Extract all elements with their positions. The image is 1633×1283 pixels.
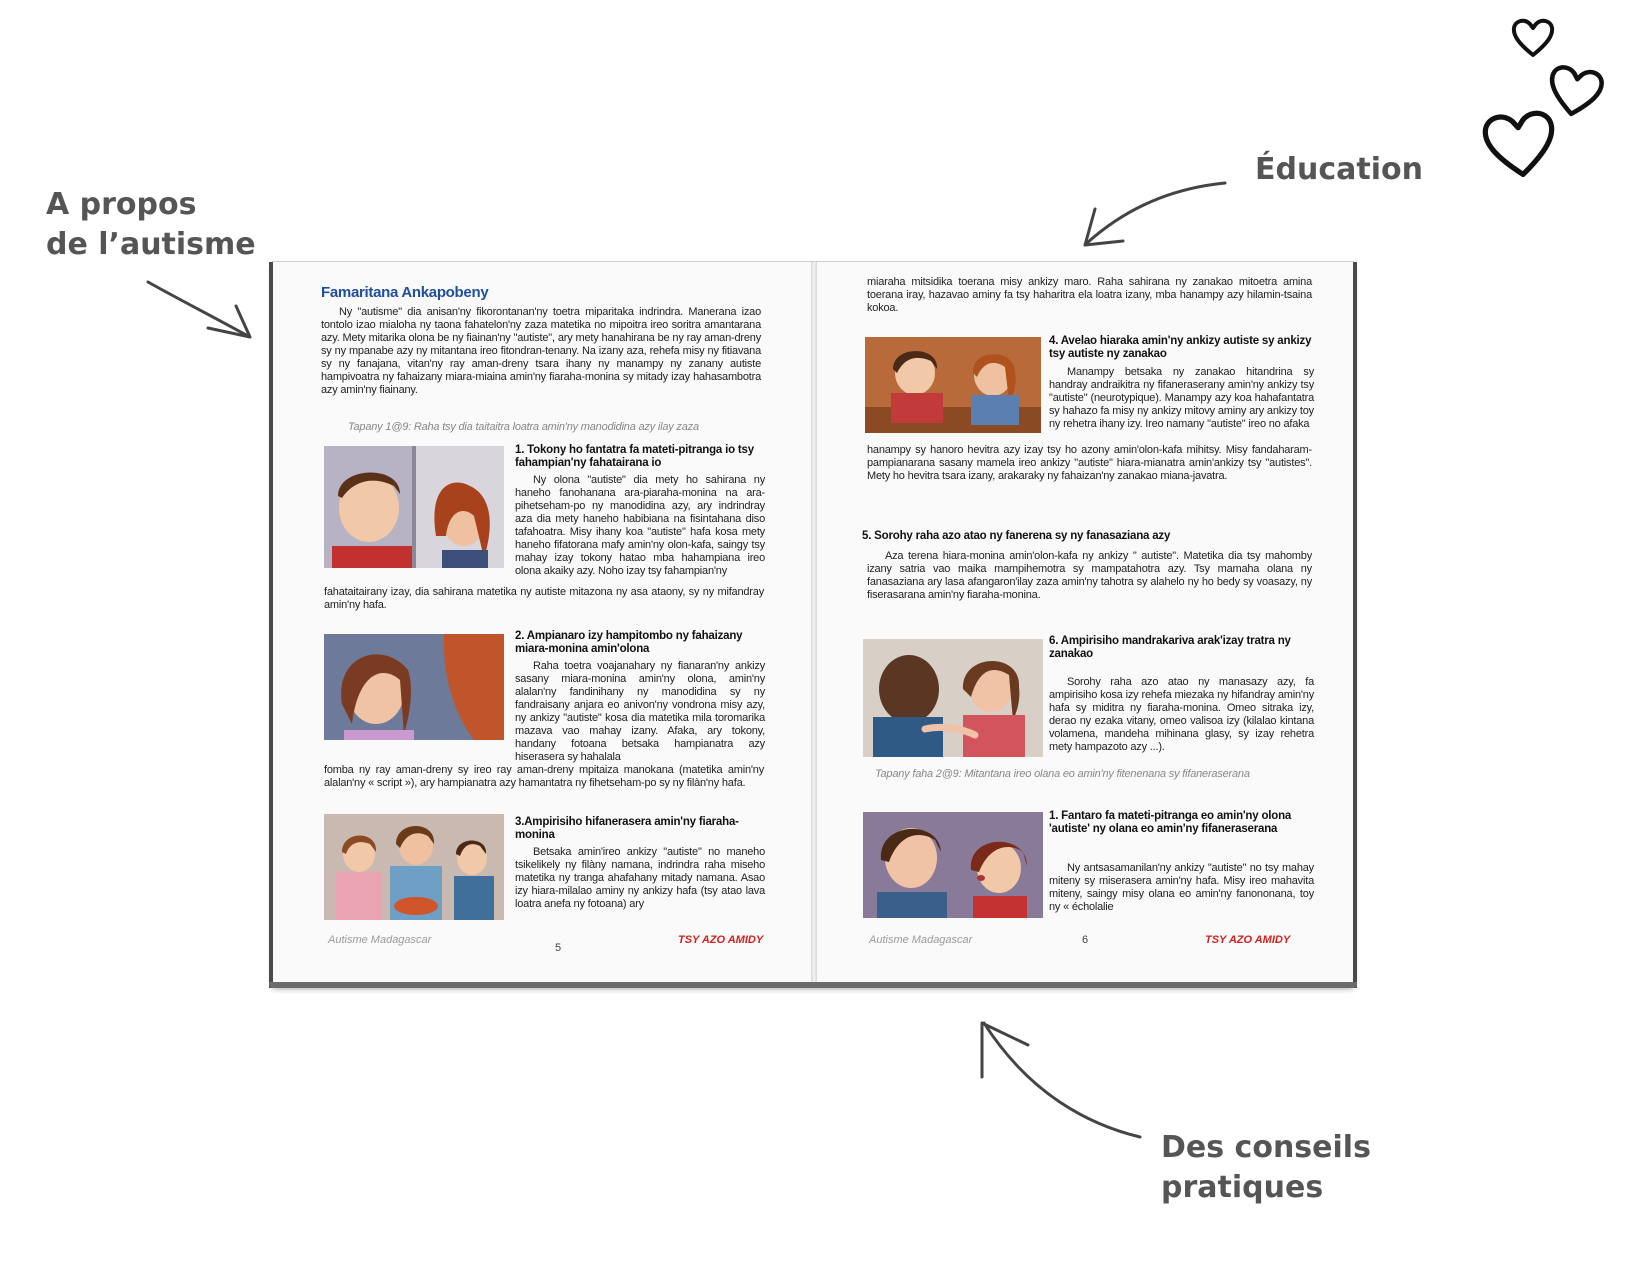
section-1-body: Ny olona "autiste" dia mety ho sahirana ny haneho fanohanana ara-piaraha-monina na ara-pihetseham-po ny manodidina azy, ary indrindray aza dia mety haneho habibiana na fisintahana diso tafahoatra. Misy ihany koa "autiste" hafa kosa mety haneho fifatorana mafy amin'ny olon-kafa, saingy tsy mahay izay tokony hatao mba hahampiana ireo olona akaiky azy. Noho izay tsy fahampian'ny	[515, 474, 765, 577]
section-4-heading: 4. Avelao hiaraka amin'ny ankizy autiste sy ankizy tsy autiste ny zanakao	[1049, 335, 1312, 360]
section-6-heading: 6. Ampirisiho mandrakariva arak'izay tratra ny zanakao	[1049, 635, 1291, 660]
section-caption: Tapany faha 2@9: Mitantana ireo olana eo amin'ny fitenenana sy fifaneraserana	[875, 768, 1250, 780]
section-1-continued: fahataitairany izay, dia sahirana matetika ny autiste mitazona ny asa ataony, sy ny mifandray amin'ny hafa.	[324, 586, 764, 611]
section-5-heading: 5. Sorohy raha azo atao ny fanerena sy ny fanasaziana azy	[862, 530, 1171, 542]
open-booklet	[273, 262, 1353, 982]
section-4-body: Manampy betsaka ny zanakao hitandrina sy handray andraikitra ny fifaneraserany amin'ny ankizy tsy "autiste" (neurotypique). Manampy azy koa hahafantatra sy hahazo fa misy ny ankizy mitovy aminy ary ankizy toy ny rehetra ihany izy. Ireo namany "autiste" ireo no afaka	[1049, 366, 1314, 430]
section-7-body: Ny antsasamanilan'ny ankizy "autiste" no tsy mahay miteny sy miserasera amin'ny hafa. Misy ireo mahavita miteny, saingy misy olana eo amin'ny fanononana, toy ny « écholalie	[1049, 862, 1314, 913]
footer-publisher: Autisme Madagascar	[328, 934, 432, 946]
page-title: Famaritana Ankapobeny	[321, 284, 489, 301]
illustration-boy-and-woman	[324, 446, 504, 568]
footer-publisher: Autisme Madagascar	[869, 934, 973, 946]
book-edge	[1353, 262, 1357, 988]
left-page	[273, 262, 811, 982]
illustration-woman-and-girl-talking	[863, 812, 1043, 918]
annotation-about-line-2: de l’autisme	[46, 227, 256, 262]
book-bottom-edge	[269, 982, 1357, 988]
illustration-children-at-table	[865, 337, 1041, 433]
annotation-tips-line-2: pratiques	[1161, 1170, 1324, 1205]
illustration-mother-and-child	[863, 639, 1043, 757]
annotation-education	[1255, 150, 1423, 190]
annotation-about-autism	[46, 185, 256, 265]
illustration-girl-portrait	[324, 634, 504, 740]
section-2-body: Raha toetra voajanahary ny fianaran'ny ankizy sasany miara-monina amin'ny olona, amin'ny alalan'ny fandinihany ny manodidina sy ny fandraisany anjara eo anivon'ny vondrona misy azy, ny ankizy "autiste" kosa dia matetika mila toromarika mazava vao mahay izany. Afaka, ary tokony, handany fotoana betsaka hampianatra azy hiserasera sy hahalala	[515, 660, 765, 763]
right-page	[817, 262, 1353, 982]
page-number: 6	[1082, 934, 1089, 946]
arrow-icon-tips	[970, 1015, 1150, 1145]
section-2-continued: fomba ny ray aman-dreny sy ireo ray aman-dreny mpitaiza manokana (matetika amin'ny alalan'ny « script »), ary hampianatra azy hamantatra ny fihetseham-po sy ny filàn'ny hafa.	[324, 764, 764, 789]
section-3-body: Betsaka amin'ireo ankizy "autiste" no maneho tsikelikely ny filàny namana, indrindra raha miseho matetika ny tranga ahafahany mitady namana. Asao izy hiara-milalao aminy ny ankizy hafa (tsy atao lava loatra anefa ny fotoana) ary	[515, 846, 765, 910]
section-7-heading: 1. Fantaro fa mateti-pitranga eo amin'ny olona 'autiste' ny olana eo amin'ny fifaneraserana	[1049, 810, 1292, 835]
section-1-heading: 1. Tokony ho fantatra fa mateti-pitranga io tsy fahampian'ny fahatairana io	[515, 444, 754, 469]
arrow-icon-education	[1075, 175, 1235, 255]
annotation-about-line-1: A propos	[46, 187, 197, 222]
section-6-body: Sorohy raha azo atao ny manasazy azy, fa ampirisiho kosa izy rehefa miezaka ny hifandray amin'ny hafa sy miditra ny fiaraha-monina. Omeo sitraka izy, derao ny ezaka vitany, omeo valisoa izy (kilalao kintana volamena, mandeha mihinana glasy, sy izay rehetra mety hampazoto azy ...).	[1049, 676, 1314, 753]
illustration-family-playing	[324, 814, 504, 920]
heart-icon	[1480, 105, 1560, 185]
section-5-body: Aza terena hiara-monina amin'olon-kafa ny ankizy " autiste". Matetika dia tsy mahomby izany satria vao maika mampihemotra sy mampatahotra azy. Tsy mamaha olana ny fanasaziana ary lasa afangaron'ilay zaza amin'ny tahotra sy alahelo ny ho bedy sy voasazy, ny fiserasarana amin'ny fiaraha-monina.	[867, 550, 1312, 601]
annotation-education-label: Éducation	[1255, 152, 1423, 187]
page-number: 5	[555, 942, 562, 954]
heart-icon	[1510, 15, 1556, 61]
continued-paragraph: miaraha mitsidika toerana misy ankizy maro. Raha sahirana ny zanakao mitoetra amina toerana iray, hazavao aminy fa tsy haharitra ela loatra izany, mba hanampy azy hilamin-tsaina kokoa.	[867, 276, 1312, 314]
section-caption: Tapany 1@9: Raha tsy dia taitaitra loatra amin'ny manodidina azy ilay zaza	[348, 421, 699, 433]
section-3-heading: 3.Ampirisiho hifanerasera amin'ny fiaraha-monina	[515, 816, 739, 841]
annotation-practical-tips	[1161, 1128, 1371, 1208]
footer-not-for-sale: TSY AZO AMIDY	[678, 934, 764, 946]
intro-paragraph: Ny "autisme" dia anisan'ny fikorontanan'ny toetra miparitaka indrindra. Manerana izao tontolo izao mialoha ny taona fahatelon'ny zaza matetika no mipoitra ireo soritra amantarana azy. Mety mitarika olona be ny fiainan'ny "autiste", ary mety hanahirana be ny ray aman-dreny sy ny mpanabe azy ny mitantana ireo fitondran-tenany. Na izany aza, rehefa misy ny fitiavana sy ny fanajana, vitan'ny ray aman-dreny tsara ihany ny manampy ny zanany autiste hampivoatra ny fahaizany miara-miaina amin'ny fiaraha-monina sy mitady izay hahasambotra azy amin'ny fiainany.	[321, 306, 761, 396]
footer-not-for-sale: TSY AZO AMIDY	[1205, 934, 1291, 946]
section-4-continued: hanampy sy hanoro hevitra azy izay tsy ho azony amin'olon-kafa mihitsy. Misy fandaharam-pampianarana sasany mamela ireo ankizy "autiste" hiara-mianatra amin'ankizy tsy "autistes". Mety ho hevitra tsara izany, arakaraky ny fahaizan'ny zanakao miana-javatra.	[867, 444, 1312, 482]
annotation-tips-line-1: Des conseils	[1161, 1130, 1371, 1165]
arrow-icon-about	[140, 270, 260, 350]
section-2-heading: 2. Ampianaro izy hampitombo ny fahaizany miara-monina amin'olona	[515, 630, 743, 655]
